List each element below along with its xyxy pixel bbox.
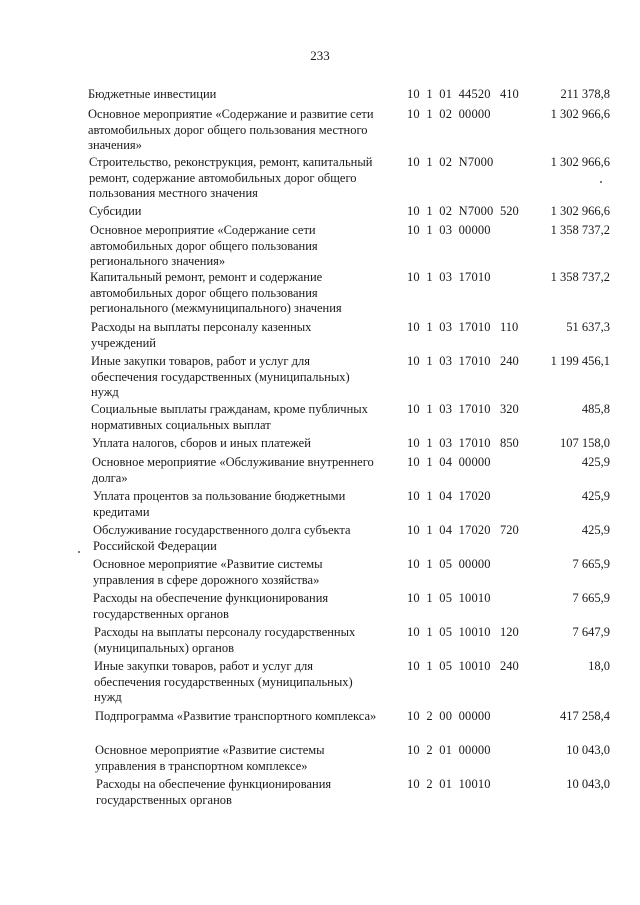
row-amount: 1 302 966,6: [550, 204, 610, 218]
row-vr: 720: [500, 523, 519, 537]
row-code: 10 2 01 00000: [407, 743, 491, 757]
row-vr: 520: [500, 204, 519, 218]
row-amount: 211 378,8: [560, 87, 610, 101]
row-name: Обслуживание государственного долга субъекта Российской Федерации: [93, 523, 351, 553]
row-amount: 1 199 456,1: [550, 354, 610, 368]
row-name: Основное мероприятие «Обслуживание внутреннего долга»: [92, 455, 374, 485]
scan-speck: [78, 551, 80, 553]
row-code: 10 1 04 17020: [407, 489, 491, 503]
row-name: Капитальный ремонт, ремонт и содержание автомобильных дорог общего пользования регионального (межмуниципального) значения: [90, 270, 342, 315]
row-code: 10 1 02 N7000: [407, 204, 494, 218]
row-name: Расходы на выплаты персоналу казенных учреждений: [91, 320, 312, 350]
row-vr: 240: [500, 659, 519, 673]
row-amount: 7 647,9: [572, 625, 610, 639]
row-name: Основное мероприятие «Содержание сети автомобильных дорог общего пользования регионального значения»: [90, 223, 318, 268]
row-vr: 120: [500, 625, 519, 639]
row-amount: 1 302 966,6: [550, 155, 610, 169]
row-name: Основное мероприятие «Содержание и развитие сети автомобильных дорог общего пользования местного значения»: [88, 107, 374, 152]
row-vr: 410: [500, 87, 519, 101]
row-code: 10 1 05 10010: [407, 659, 491, 673]
row-code: 10 1 03 17010: [407, 270, 491, 284]
page-number: 233: [310, 48, 330, 63]
row-name: Субсидии: [89, 204, 142, 218]
row-amount: 425,9: [581, 455, 610, 469]
row-code: 10 1 03 17010: [407, 436, 491, 450]
row-amount: 1 358 737,2: [550, 270, 610, 284]
row-name: Уплата процентов за пользование бюджетными кредитами: [93, 489, 346, 519]
row-code: 10 2 01 10010: [407, 777, 491, 791]
row-name: Социальные выплаты гражданам, кроме публичных нормативных социальных выплат: [91, 402, 368, 432]
row-name: Расходы на выплаты персоналу государственных (муниципальных) органов: [94, 625, 356, 655]
row-amount: 107 158,0: [560, 436, 610, 450]
row-name: Строительство, реконструкция, ремонт, капитальный ремонт, содержание автомобильных дорог общего пользования местного значения: [89, 155, 373, 200]
row-amount: 1 302 966,6: [550, 107, 610, 121]
row-vr: 850: [500, 436, 519, 450]
row-code: 10 1 03 17010: [407, 320, 491, 334]
row-code: 10 1 05 00000: [407, 557, 491, 571]
row-code: 10 1 03 17010: [407, 354, 491, 368]
row-code: 10 1 03 17010: [407, 402, 491, 416]
row-amount: 1 358 737,2: [550, 223, 610, 237]
row-amount: 18,0: [588, 659, 610, 673]
row-amount: 417 258,4: [560, 709, 610, 723]
row-vr: 240: [500, 354, 519, 368]
row-code: 10 2 00 00000: [407, 709, 491, 723]
row-amount: 425,9: [581, 523, 610, 537]
row-name: Уплата налогов, сборов и иных платежей: [92, 436, 311, 450]
row-code: 10 1 02 N7000: [407, 155, 494, 169]
row-code: 10 1 02 00000: [407, 107, 491, 121]
row-amount: 485,8: [581, 402, 610, 416]
row-name: Иные закупки товаров, работ и услуг для обеспечения государственных (муниципальных) нужд: [91, 354, 350, 399]
row-amount: 51 637,3: [566, 320, 610, 334]
row-amount: 10 043,0: [566, 743, 610, 757]
row-code: 10 1 04 17020: [407, 523, 491, 537]
row-amount: 10 043,0: [566, 777, 610, 791]
row-name: Расходы на обеспечение функционирования государственных органов: [96, 777, 332, 807]
row-code: 10 1 05 10010: [407, 591, 491, 605]
row-code: 10 1 01 44520: [407, 87, 491, 101]
row-amount: 7 665,9: [572, 557, 610, 571]
row-vr: 320: [500, 402, 519, 416]
row-name: Подпрограмма «Развитие транспортного комплекса»: [95, 709, 377, 723]
row-amount: 7 665,9: [572, 591, 610, 605]
row-name: Основное мероприятие «Развитие системы управления в сфере дорожного хозяйства»: [93, 557, 323, 587]
row-amount: 425,9: [581, 489, 610, 503]
row-name: Иные закупки товаров, работ и услуг для обеспечения государственных (муниципальных) нужд: [94, 659, 353, 704]
row-code: 10 1 05 10010: [407, 625, 491, 639]
row-vr: 110: [500, 320, 519, 334]
row-name: Основное мероприятие «Развитие системы управления в транспортном комплексе»: [95, 743, 325, 773]
row-code: 10 1 04 00000: [407, 455, 491, 469]
row-code: 10 1 03 00000: [407, 223, 491, 237]
row-name: Бюджетные инвестиции: [88, 87, 217, 101]
scan-speck: [600, 181, 602, 183]
row-name: Расходы на обеспечение функционирования государственных органов: [93, 591, 329, 621]
